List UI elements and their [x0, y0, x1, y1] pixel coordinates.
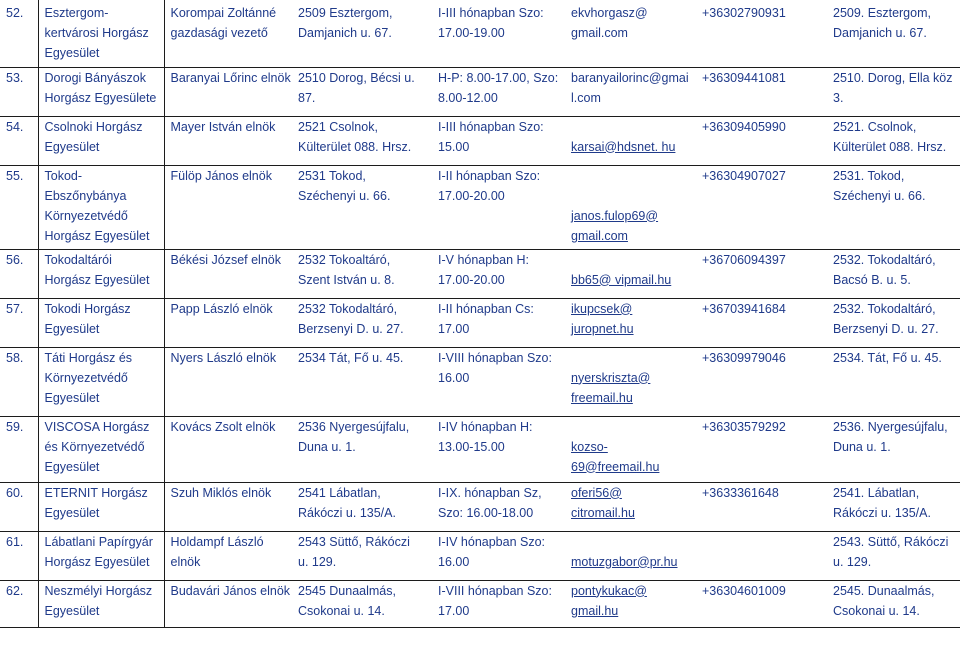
mail-address-line: Csokonai u. 14. [833, 603, 920, 618]
email-text: juropnet.hu [571, 321, 634, 336]
email-text: freemail.hu [571, 390, 633, 405]
club-name-line: Környezetvédő [44, 208, 128, 223]
club-leader-line: Szuh Miklós elnök [170, 485, 272, 500]
mail-address [827, 531, 960, 580]
club-address [292, 482, 432, 531]
club-leader [164, 347, 292, 416]
club-leader [164, 67, 292, 116]
mail-address [827, 67, 960, 116]
club-address [292, 416, 432, 482]
phone-number-line: +36309441081 [702, 70, 786, 85]
email-cell [565, 298, 696, 347]
phone-number [696, 580, 827, 627]
opening-hours-line: Szo: 16.00-18.00 [438, 505, 534, 520]
row-number [0, 298, 38, 347]
email-text: motuzgabor@pr.hu [571, 554, 678, 569]
club-leader-line: Korompai Zoltánné [170, 6, 277, 20]
club-name [38, 0, 164, 67]
club-name-line: Horgász Egyesülete [44, 90, 157, 105]
club-name [38, 298, 164, 347]
club-address-line: 2532 Tokodaltáró, [298, 301, 398, 316]
opening-hours-line: 17.00-20.00 [438, 188, 505, 203]
club-leader-line: Budavári János elnök [170, 583, 291, 598]
club-name-line: VISCOSA Horgász [44, 419, 150, 434]
club-address-line: Damjanich u. 67. [298, 26, 392, 40]
email-text: gmail.com [571, 26, 628, 40]
club-address [292, 116, 432, 165]
opening-hours-line: I-VIII hónapban Szo: [438, 350, 552, 365]
row-number-line: 54. [6, 119, 24, 134]
club-leader-line: Nyers László elnök [170, 350, 277, 365]
club-address-line: 87. [298, 90, 316, 105]
row-number-line: 62. [6, 583, 24, 598]
club-address-line: 2532 Tokoaltáró, [298, 252, 391, 267]
table-row [0, 0, 960, 67]
email-cell [565, 580, 696, 627]
club-address [292, 67, 432, 116]
club-name [38, 347, 164, 416]
club-name [38, 249, 164, 298]
email-text: bb65@ vipmail.hu [571, 272, 672, 287]
mail-address-line: 2510. Dorog, Ella köz [833, 70, 953, 85]
table-row [0, 531, 960, 580]
club-address-line: 2543 Süttő, Rákóczi [298, 534, 410, 549]
mail-address [827, 116, 960, 165]
club-name [38, 116, 164, 165]
phone-number-line: +36303579292 [702, 419, 786, 434]
mail-address-line: Bacsó B. u. 5. [833, 272, 911, 287]
opening-hours-line: 17.00-20.00 [438, 272, 505, 287]
club-leader-line: Mayer István elnök [170, 119, 276, 134]
club-address [292, 580, 432, 627]
row-number-line: 53. [6, 70, 24, 85]
opening-hours [432, 116, 565, 165]
phone-number [696, 249, 827, 298]
row-number [0, 249, 38, 298]
club-address [292, 298, 432, 347]
club-name-line: Esztergom- [44, 6, 109, 20]
opening-hours [432, 580, 565, 627]
row-number [0, 580, 38, 627]
email-text: 69@freemail.hu [571, 459, 660, 474]
row-number [0, 165, 38, 249]
mail-address-line: 2532. Tokodaltáró, [833, 301, 936, 316]
mail-address-line: Külterület 088. Hrsz. [833, 139, 947, 154]
mail-address-line: Széchenyi u. 66. [833, 188, 926, 203]
mail-address [827, 165, 960, 249]
email-cell [565, 482, 696, 531]
mail-address-line: 2541. Lábatlan, [833, 485, 920, 500]
club-leader [164, 165, 292, 249]
mail-address-line: 2534. Tát, Fő u. 45. [833, 350, 942, 365]
club-leader-line: Baranyai Lőrinc elnök [170, 70, 291, 85]
club-leader-line: gazdasági vezető [170, 26, 268, 40]
phone-number-line: +36309405990 [702, 119, 786, 134]
club-address-line: Berzsenyi D. u. 27. [298, 321, 404, 336]
club-address-line: 2541 Lábatlan, [298, 485, 381, 500]
opening-hours [432, 482, 565, 531]
email-text: gmail.com [571, 228, 628, 243]
opening-hours-line: 16.00 [438, 370, 470, 385]
phone-number [696, 67, 827, 116]
email-cell [565, 116, 696, 165]
club-name-line: Csolnoki Horgász [44, 119, 143, 134]
club-leader [164, 116, 292, 165]
club-name-line: ETERNIT Horgász [44, 485, 148, 500]
club-name-line: Egyesület [44, 505, 100, 520]
phone-number [696, 416, 827, 482]
opening-hours-line: H-P: 8.00-17.00, Szo: [438, 70, 559, 85]
opening-hours [432, 249, 565, 298]
club-name [38, 165, 164, 249]
opening-hours-line: I-II hónapban Szo: [438, 168, 541, 183]
row-number [0, 416, 38, 482]
club-address-line: 2545 Dunaalmás, [298, 583, 396, 598]
club-leader [164, 0, 292, 67]
mail-address-line: 2543. Süttő, Rákóczi [833, 534, 949, 549]
club-name-line: Horgász Egyesület [44, 272, 150, 287]
email-text: kozso- [571, 439, 608, 454]
email-text: ekvhorgasz@ [571, 6, 648, 20]
club-address [292, 0, 432, 67]
club-name-line: Egyesület [44, 139, 100, 154]
opening-hours [432, 347, 565, 416]
phone-number [696, 347, 827, 416]
club-address [292, 531, 432, 580]
mail-address [827, 580, 960, 627]
email-link[interactable] [571, 368, 696, 408]
row-number-line: 56. [6, 252, 24, 267]
club-leader-line: Papp László elnök [170, 301, 273, 316]
opening-hours [432, 416, 565, 482]
opening-hours-line: 17.00-19.00 [438, 26, 505, 40]
club-address-line: Széchenyi u. 66. [298, 188, 391, 203]
row-number-line: 61. [6, 534, 24, 549]
opening-hours [432, 165, 565, 249]
row-number [0, 531, 38, 580]
email-text: janos.fulop69@ [571, 208, 659, 223]
club-address [292, 165, 432, 249]
club-name [38, 482, 164, 531]
opening-hours-line: 13.00-15.00 [438, 439, 505, 454]
club-address-line: 2509 Esztergom, [298, 6, 393, 20]
club-name-line: Egyesület [44, 603, 100, 618]
phone-number-line: +36309979046 [702, 350, 786, 365]
row-number-line: 60. [6, 485, 24, 500]
table-row [0, 116, 960, 165]
club-name-line: kertvárosi Horgász [44, 26, 149, 40]
email-link[interactable] [571, 552, 696, 572]
mail-address [827, 249, 960, 298]
email-text: karsai@hdsnet. hu [571, 139, 676, 154]
club-name-line: Egyesület [44, 459, 100, 474]
table-row [0, 416, 960, 482]
club-name-line: Egyesület [44, 390, 100, 405]
email-link[interactable] [571, 68, 696, 108]
opening-hours-line: 16.00 [438, 554, 470, 569]
phone-number-line: +36703941684 [702, 301, 786, 316]
mail-address [827, 298, 960, 347]
club-address-line: 2510 Dorog, Bécsi u. [298, 70, 415, 85]
row-number [0, 116, 38, 165]
opening-hours-line: I-VIII hónapban Szo: [438, 583, 552, 598]
opening-hours-line: 17.00 [438, 321, 470, 336]
email-text: citromail.hu [571, 505, 635, 520]
club-address-line: 2521 Csolnok, [298, 119, 378, 134]
mail-address-line: 2531. Tokod, [833, 168, 905, 183]
opening-hours-line: 15.00 [438, 139, 470, 154]
club-address-line: Csokonai u. 14. [298, 603, 385, 618]
row-number-line: 59. [6, 419, 24, 434]
phone-number [696, 116, 827, 165]
club-address-line: Duna u. 1. [298, 439, 356, 454]
phone-number-line: +36706094397 [702, 252, 786, 267]
table-row [0, 580, 960, 627]
mail-address-line: 2509. Esztergom, [833, 6, 931, 20]
mail-address-line: Rákóczi u. 135/A. [833, 505, 931, 520]
club-leader [164, 531, 292, 580]
club-address-line: 2534 Tát, Fő u. 45. [298, 350, 404, 365]
phone-number [696, 165, 827, 249]
email-link[interactable] [571, 483, 696, 523]
email-link[interactable] [571, 270, 696, 290]
table-row [0, 67, 960, 116]
club-name-line: Horgász Egyesület [44, 554, 150, 569]
email-text: baranyailorinc@gmai [571, 70, 689, 85]
club-name-line: Tokodi Horgász [44, 301, 131, 316]
opening-hours-line: I-IX. hónapban Sz, [438, 485, 542, 500]
mail-address [827, 416, 960, 482]
email-link[interactable] [571, 137, 696, 157]
club-address-line: 2536 Nyergesújfalu, [298, 419, 410, 434]
email-cell [565, 67, 696, 116]
mail-address-line: Berzsenyi D. u. 27. [833, 321, 939, 336]
mail-address-line: 2536. Nyergesújfalu, [833, 419, 948, 434]
opening-hours-line: I-IV hónapban H: [438, 419, 533, 434]
row-number-line: 52. [6, 6, 24, 20]
club-name [38, 416, 164, 482]
phone-number [696, 0, 827, 67]
table-row [0, 347, 960, 416]
email-text: oferi56@ [571, 485, 622, 500]
club-name-line: Tokod- [44, 168, 83, 183]
club-address-line: Külterület 088. Hrsz. [298, 139, 412, 154]
opening-hours [432, 67, 565, 116]
mail-address-line: u. 129. [833, 554, 872, 569]
club-address [292, 249, 432, 298]
opening-hours-line: 8.00-12.00 [438, 90, 498, 105]
email-text: gmail.hu [571, 603, 619, 618]
row-number-line: 57. [6, 301, 24, 316]
email-link[interactable] [571, 206, 696, 246]
club-leader-line: Fülöp János elnök [170, 168, 272, 183]
email-text: ikupcsek@ [571, 301, 633, 316]
club-leader-line: Holdampf László [170, 534, 264, 549]
club-address-line: u. 129. [298, 554, 337, 569]
email-link[interactable] [571, 299, 696, 339]
row-number [0, 67, 38, 116]
email-cell [565, 249, 696, 298]
table-row [0, 298, 960, 347]
club-name-line: Környezetvédő [44, 370, 128, 385]
table-row [0, 482, 960, 531]
phone-number-line: +3633361648 [702, 485, 779, 500]
table-row [0, 249, 960, 298]
club-name-line: Neszmélyi Horgász [44, 583, 153, 598]
mail-address-line: 2532. Tokodaltáró, [833, 252, 936, 267]
club-name-line: Egyesület [44, 46, 100, 60]
opening-hours-line: 17.00 [438, 603, 470, 618]
club-name-line: Lábatlani Papírgyár [44, 534, 153, 549]
email-link[interactable] [571, 581, 696, 621]
club-name-line: Tokodaltárói [44, 252, 112, 267]
row-number-line: 55. [6, 168, 24, 183]
club-leader-line: Kovács Zsolt elnök [170, 419, 276, 434]
opening-hours-line: I-V hónapban H: [438, 252, 530, 267]
club-name [38, 580, 164, 627]
club-address [292, 347, 432, 416]
club-leader [164, 298, 292, 347]
phone-number-line: +36304907027 [702, 168, 786, 183]
club-address-line: 2531 Tokod, [298, 168, 366, 183]
opening-hours-line: I-IV hónapban Szo: [438, 534, 546, 549]
mail-address [827, 0, 960, 67]
phone-number [696, 531, 827, 580]
row-number [0, 482, 38, 531]
opening-hours-line: I-III hónapban Szo: [438, 119, 544, 134]
email-cell [565, 165, 696, 249]
club-name-line: Ebszőnybánya [44, 188, 127, 203]
email-text: nyerskriszta@ [571, 370, 651, 385]
club-name-line: Dorogi Bányászok [44, 70, 146, 85]
club-name-line: Horgász Egyesület [44, 228, 150, 243]
phone-number-line: +36302790931 [702, 6, 786, 20]
club-name-line: Táti Horgász és [44, 350, 133, 365]
club-leader [164, 482, 292, 531]
opening-hours [432, 298, 565, 347]
mail-address [827, 347, 960, 416]
mail-address-line: 2521. Csolnok, [833, 119, 917, 134]
mail-address-line: Damjanich u. 67. [833, 26, 927, 40]
club-address-line: Rákóczi u. 135/A. [298, 505, 396, 520]
club-leader [164, 416, 292, 482]
phone-number [696, 298, 827, 347]
club-address-line: Szent István u. 8. [298, 272, 395, 287]
email-link[interactable] [571, 437, 696, 477]
club-leader-line: elnök [170, 554, 201, 569]
email-cell [565, 416, 696, 482]
email-text: pontykukac@ [571, 583, 647, 598]
club-leader [164, 580, 292, 627]
email-link[interactable] [571, 3, 696, 43]
email-text: l.com [571, 90, 601, 105]
email-cell [565, 347, 696, 416]
phone-number [696, 482, 827, 531]
email-cell [565, 531, 696, 580]
club-name-line: Egyesület [44, 321, 100, 336]
row-number-line: 58. [6, 350, 24, 365]
club-leader-line: Békési József elnök [170, 252, 281, 267]
club-name [38, 531, 164, 580]
club-name [38, 67, 164, 116]
opening-hours-line: I-II hónapban Cs: [438, 301, 534, 316]
mail-address [827, 482, 960, 531]
mail-address-line: 3. [833, 90, 844, 105]
club-leader [164, 249, 292, 298]
table-row [0, 165, 960, 249]
email-cell [565, 0, 696, 67]
phone-number-line: +36304601009 [702, 583, 786, 598]
row-number [0, 0, 38, 67]
club-name-line: és Környezetvédő [44, 439, 145, 454]
opening-hours [432, 0, 565, 67]
row-number [0, 347, 38, 416]
opening-hours [432, 531, 565, 580]
mail-address-line: Duna u. 1. [833, 439, 891, 454]
opening-hours-line: I-III hónapban Szo: [438, 6, 544, 20]
mail-address-line: 2545. Dunaalmás, [833, 583, 935, 598]
